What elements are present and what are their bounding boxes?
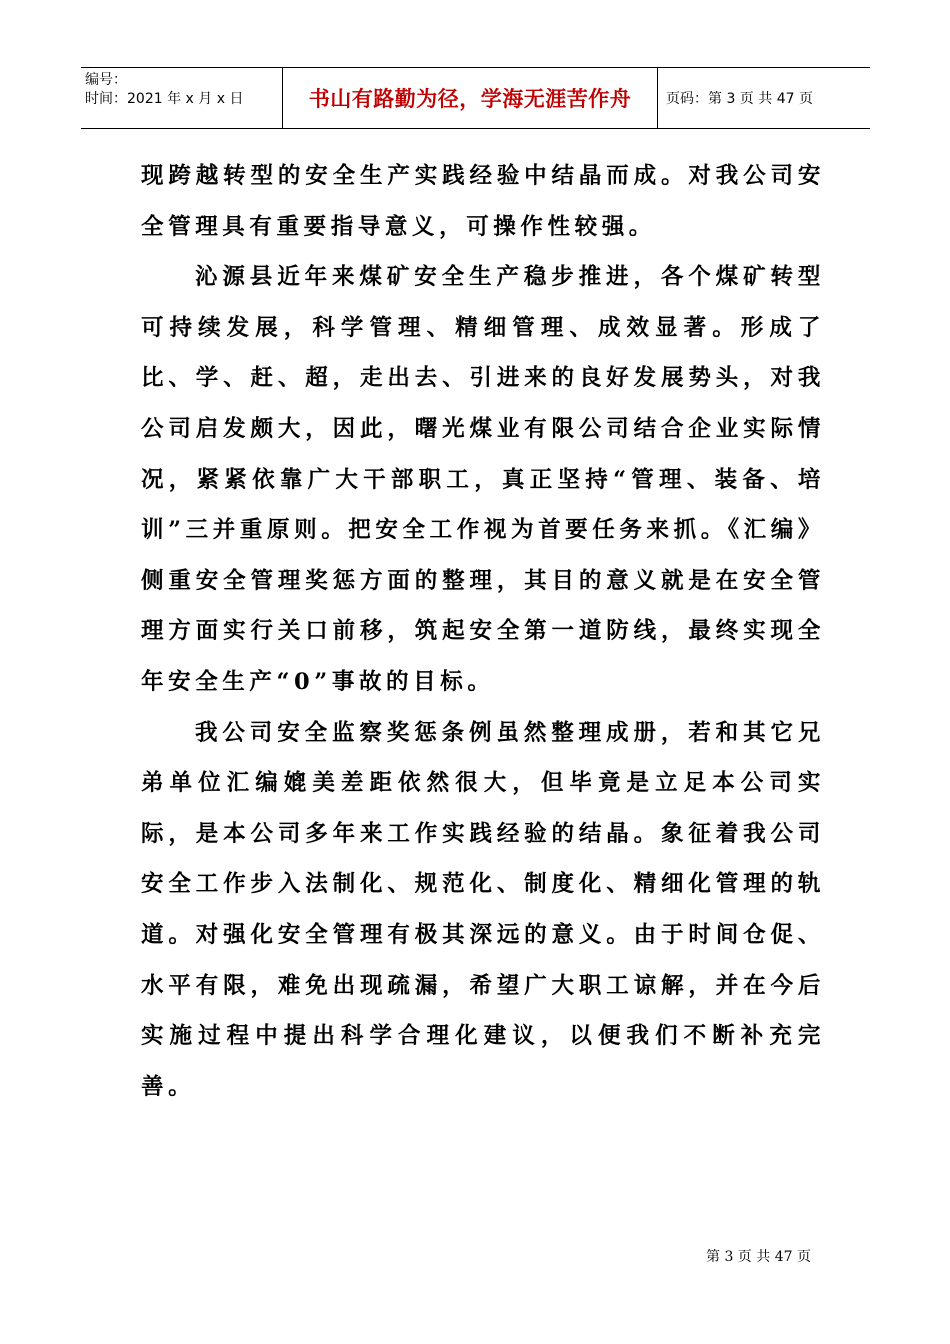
header-page-number: 页码：第 3 页 共 47 页 (666, 91, 813, 107)
paragraph: 沁源县近年来煤矿安全生产稳步推进，各个煤矿转型可持续发展，科学管理、精细管理、成效显著。形成了比、学、赶、超，走出去、引进来的良好发展势头，对我公司启发颇大，因此，曙光煤业有限公司结合企业实际情况，紧紧依靠广大干部职工，真正坚持“管理、装备、培训”三并重原则。把安全工作视为首要任务来抓。《汇编》侧重安全管理奖惩方面的整理，其目的意义就是在安全管理方面实行关口前移，筑起安全第一道防线，最终实现全年安全生产“0”事故的目标。 (141, 264, 825, 695)
header-motto: 书山有路勤为径，学海无涯苦作舟 (282, 68, 658, 128)
document-date-label: 时间：2021 年 x 月 x 日 (85, 91, 244, 107)
header-meta (81, 68, 282, 128)
document-body (141, 151, 825, 1112)
page-header (81, 67, 870, 129)
paragraph: 我公司安全监察奖惩条例虽然整理成册，若和其它兄弟单位汇编媲美差距依然很大，但毕竟是立足本公司实际，是本公司多年来工作实践经验的结晶。象征着我公司安全工作步入法制化、规范化、制度化、精细化管理的轨道。对强化安全管理有极其深远的意义。由于时间仓促、水平有限，难免出现疏漏，希望广大职工谅解，并在今后实施过程中提出科学合理化建议，以便我们不断补充完善。 (141, 719, 825, 1100)
paragraph-continuation: 现跨越转型的安全生产实践经验中结晶而成。对我公司安全管理具有重要指导意义，可操作性较强。 (141, 163, 825, 240)
document-number-label: 编号： (85, 72, 127, 88)
page-footer: 第 3 页 共 47 页 (706, 1249, 811, 1265)
